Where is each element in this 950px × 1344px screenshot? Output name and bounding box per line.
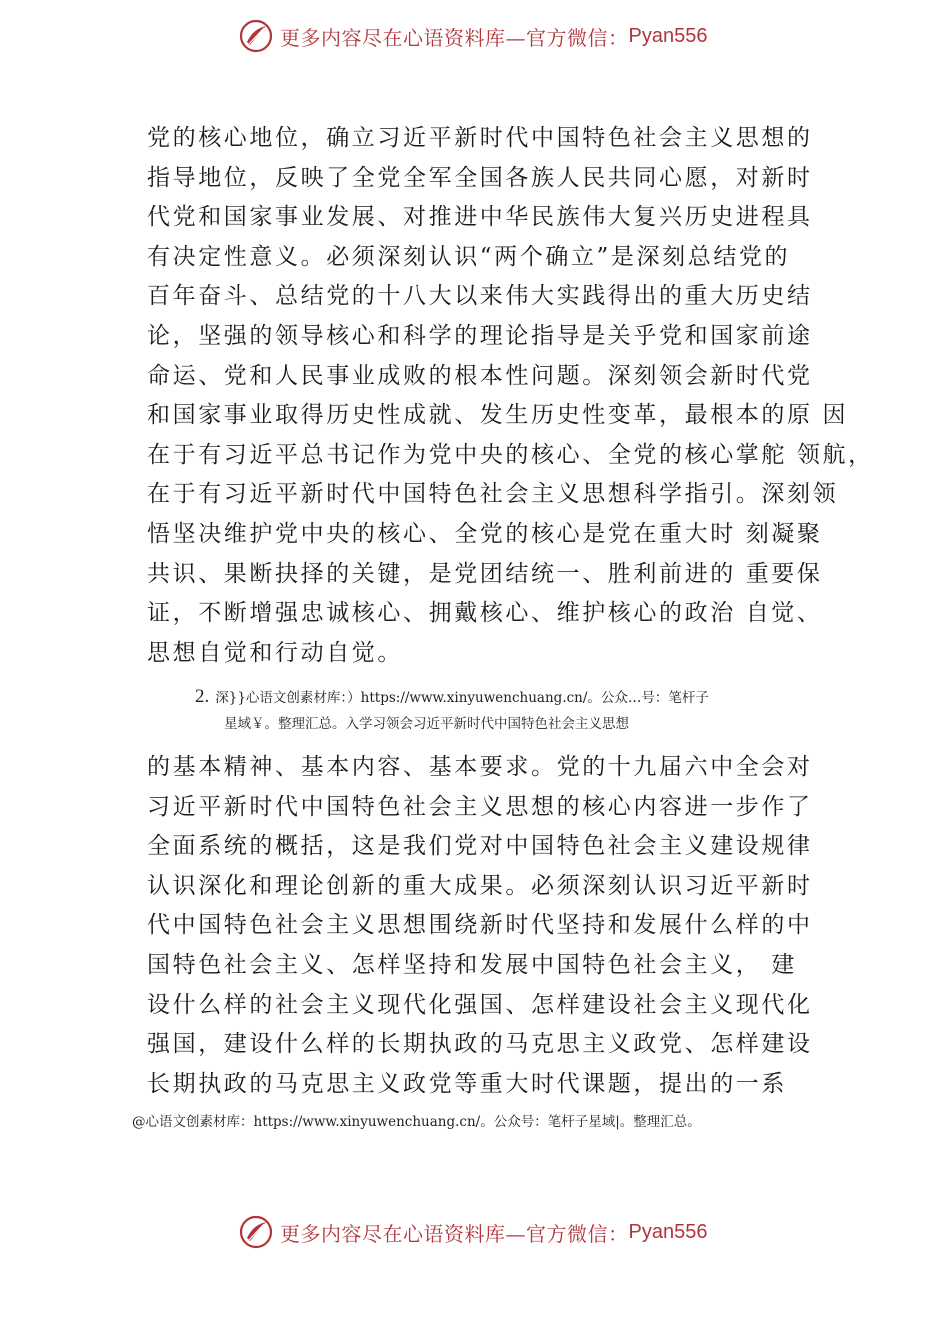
text-line: 有决定性意义。必须深刻认识“两个确立”是深刻总结党的 bbox=[147, 243, 791, 270]
paragraph-1 bbox=[147, 119, 874, 673]
text-line: 命运、党和人民事业成败的根本性问题。深刻领会新时代党 bbox=[147, 362, 813, 389]
note-line-2: 星域￥。整理汇总。入学习领会习近平新时代中国特色社会主义思想 bbox=[224, 716, 629, 732]
brand-logo-icon bbox=[238, 18, 274, 54]
text-line: 论，坚强的领导核心和科学的理论指导是关乎党和国家前途 bbox=[147, 322, 813, 349]
footer-source-line: @心语文创素材库：https://www.xinyuwenchuang.cn/。公众号：笔杆子星域|。整理汇总。 bbox=[132, 1114, 701, 1130]
text-line: 代党和国家事业发展、对推进中华民族伟大复兴历史进程具 bbox=[147, 204, 813, 231]
banner-text: 更多内容尽在心语资料库—官方微信： bbox=[280, 25, 629, 50]
numbered-note bbox=[195, 684, 855, 737]
text-line: 悟坚决维护党中央的核心、全党的核心是党在重大时 刻凝聚 bbox=[147, 520, 823, 547]
text-line: 百年奋斗、总结党的十八大以来伟大实践得出的重大历史结 bbox=[147, 283, 813, 310]
banner-wechat-id: Pyan556 bbox=[628, 1220, 708, 1243]
banner-text: 更多内容尽在心语资料库—官方微信： bbox=[280, 1221, 629, 1246]
text-line: 长期执政的马克思主义政党等重大时代课题，提出的一系 bbox=[147, 1070, 787, 1097]
text-line: 强国，建设什么样的长期执政的马克思主义政党、怎样建设 bbox=[147, 1031, 813, 1058]
text-line: 认识深化和理论创新的重大成果。必须深刻认识习近平新时 bbox=[147, 872, 813, 899]
footer-banner bbox=[238, 1212, 707, 1252]
text-line: 的基本精神、基本内容、基本要求。党的十九届六中全会对 bbox=[147, 754, 813, 780]
paragraph-2 bbox=[147, 748, 847, 1104]
text-line: 和国家事业取得历史性成就、发生历史性变革，最根本的原 因 bbox=[147, 402, 849, 429]
text-line: 党的核心地位，确立习近平新时代中国特色社会主义思想的 bbox=[147, 125, 813, 151]
text-line: 代中国特色社会主义思想围绕新时代坚持和发展什么样的中 bbox=[147, 912, 813, 939]
text-line: 设什么样的社会主义现代化强国、怎样建设社会主义现代化 bbox=[147, 991, 813, 1018]
text-line: 证，不断增强忠诚核心、拥戴核心、维护核心的政治 自觉、 bbox=[147, 600, 823, 627]
banner-wechat-id: Pyan556 bbox=[628, 24, 708, 47]
note-line-1: 深}}心语文创素材库：）https://www.xinyuwenchuang.cn/。公众…号：笔杆子 bbox=[215, 690, 709, 706]
note-number: 2. bbox=[195, 686, 210, 707]
text-line: 国特色社会主义、怎样坚持和发展中国特色社会主义， 建 bbox=[147, 951, 797, 978]
text-line: 指导地位，反映了全党全军全国各族人民共同心愿，对新时 bbox=[147, 164, 813, 191]
header-banner bbox=[238, 16, 707, 56]
text-line: 共识、果断抉择的关键，是党团结统一、胜利前进的 重要保 bbox=[147, 560, 823, 587]
text-line: 在于有习近平总书记作为党中央的核心、全党的核心掌舵 领航， bbox=[147, 441, 874, 468]
text-line: 习近平新时代中国特色社会主义思想的核心内容进一步作了 bbox=[147, 793, 813, 820]
brand-logo-icon bbox=[238, 1214, 274, 1250]
text-line: 在于有习近平新时代中国特色社会主义思想科学指引。深刻领 bbox=[147, 481, 839, 508]
text-line: 全面系统的概括，这是我们党对中国特色社会主义建设规律 bbox=[147, 833, 813, 860]
text-line: 思想自觉和行动自觉。 bbox=[147, 639, 403, 666]
